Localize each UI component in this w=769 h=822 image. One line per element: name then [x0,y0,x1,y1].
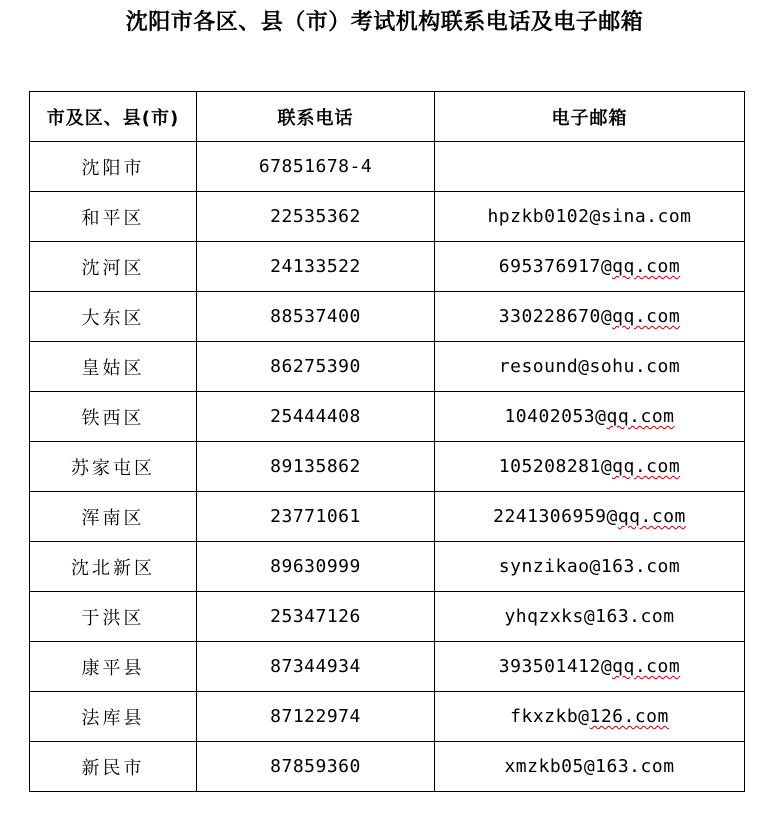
email-domain-part: qq.com [612,256,681,277]
phone-cell: 89630999 [197,542,435,592]
phone-cell: 87122974 [197,692,435,742]
phone-cell: 87859360 [197,742,435,792]
email-address [499,456,680,477]
phone-cell: 89135862 [197,442,435,492]
district-cell: 和平区 [30,192,197,242]
email-cell [435,242,745,292]
table-row [30,492,745,542]
email-address [499,556,680,577]
email-domain-part: 163.com [595,756,675,777]
phone-cell: 88537400 [197,292,435,342]
header-district: 市及区、县(市) [30,92,197,142]
email-address [493,506,686,527]
email-address [499,306,680,327]
district-cell: 苏家屯区 [30,442,197,492]
email-address [510,706,669,727]
email-address [499,356,680,377]
document-title: 沈阳市各区、县（市）考试机构联系电话及电子邮箱 [125,10,644,35]
table-row [30,692,745,742]
header-email: 电子邮箱 [435,92,745,142]
phone-cell: 86275390 [197,342,435,392]
email-domain-part: sohu.com [589,356,681,377]
email-local-part: resound@ [498,356,590,377]
district-cell: 于洪区 [30,592,197,642]
email-domain-part: 126.com [589,706,669,727]
email-cell [435,542,745,592]
email-local-part: 105208281@ [498,456,613,477]
email-local-part: hpzkb0102@ [487,206,601,227]
table-row [30,742,745,792]
email-domain-part: 163.com [595,606,675,627]
email-local-part: xmzkb05@ [504,756,596,777]
phone-cell: 67851678-4 [197,142,435,192]
table-row [30,542,745,592]
email-cell [435,642,745,692]
district-cell: 浑南区 [30,492,197,542]
district-cell: 康平县 [30,642,197,692]
table-body [30,142,745,792]
email-domain-part: qq.com [606,406,675,427]
table-row [30,392,745,442]
table-row [30,242,745,292]
phone-cell: 25347126 [197,592,435,642]
email-cell [435,392,745,442]
email-domain-part: qq.com [612,656,681,677]
email-local-part: 695376917@ [498,256,613,277]
table-row [30,142,745,192]
email-local-part: 393501412@ [498,656,613,677]
email-local-part: 10402053@ [504,406,607,427]
email-cell [435,742,745,792]
email-local-part: synzikao@ [498,556,601,577]
email-domain-part: qq.com [612,456,681,477]
email-cell [435,692,745,742]
email-cell [435,142,745,192]
phone-cell: 25444408 [197,392,435,442]
phone-cell: 22535362 [197,192,435,242]
email-address [504,606,674,627]
contact-table [29,91,745,792]
district-cell: 铁西区 [30,392,197,442]
table-header-row [30,92,745,142]
email-cell [435,292,745,342]
table-row [30,342,745,392]
table-row [30,192,745,242]
email-domain-part: 163.com [600,556,681,577]
district-cell: 沈河区 [30,242,197,292]
email-cell [435,192,745,242]
email-local-part: 2241306959@ [493,506,618,527]
email-local-part: fkxzkb@ [510,706,590,727]
email-domain-part: qq.com [612,306,681,327]
email-local-part: 330228670@ [498,306,613,327]
email-address [499,256,680,277]
email-address [487,206,691,227]
email-domain-part: qq.com [617,506,686,527]
email-address [504,756,674,777]
district-cell: 沈北新区 [30,542,197,592]
table-row [30,292,745,342]
table-row [30,592,745,642]
email-local-part: yhqzxks@ [504,606,596,627]
email-domain-part: sina.com [600,206,692,227]
district-cell: 皇姑区 [30,342,197,392]
email-cell [435,342,745,392]
district-cell: 大东区 [30,292,197,342]
phone-cell: 24133522 [197,242,435,292]
phone-cell: 87344934 [197,642,435,692]
email-cell [435,442,745,492]
email-cell [435,492,745,542]
header-phone: 联系电话 [197,92,435,142]
email-address [504,406,674,427]
district-cell: 沈阳市 [30,142,197,192]
table-row [30,642,745,692]
phone-cell: 23771061 [197,492,435,542]
district-cell: 新民市 [30,742,197,792]
email-address [499,656,680,677]
table-row [30,442,745,492]
district-cell: 法库县 [30,692,197,742]
email-cell [435,592,745,642]
